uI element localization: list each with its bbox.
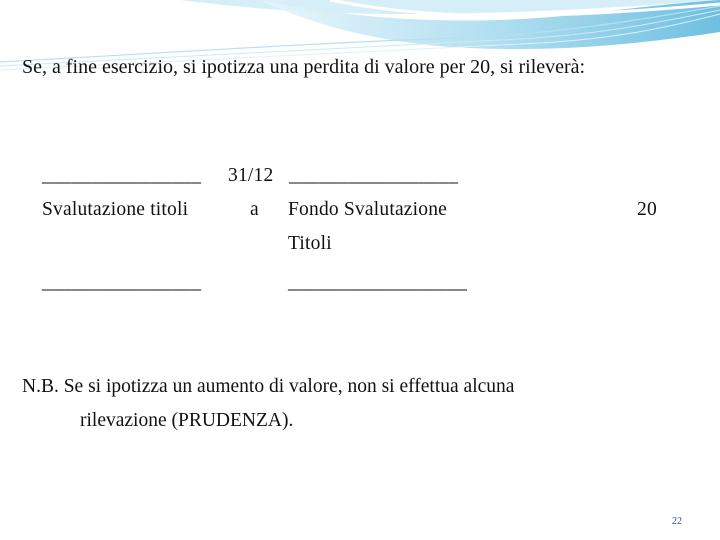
entry-footer-left-line: ________________ <box>42 272 202 293</box>
entry-header-left-line: ________________ <box>42 165 202 186</box>
note-line-1: N.B. Se si ipotizza un aumento di valore, non si effettua alcuna <box>22 376 515 397</box>
credit-account-line1: Fondo Svalutazione <box>288 199 448 220</box>
note-line-2: rilevazione (PRUDENZA). <box>80 410 294 431</box>
entry-date: 31/12 <box>228 165 274 186</box>
page-number: 22 <box>672 516 682 527</box>
intro-text: Se, a fine esercizio, si ipotizza una perdita di valore per 20, si rileverà: <box>22 56 586 78</box>
credit-account-line2: Titoli <box>288 233 332 254</box>
debit-account: Svalutazione titoli <box>42 199 189 220</box>
entry-footer-right-line: __________________ <box>288 272 468 293</box>
entry-connector: a <box>250 199 259 220</box>
entry-amount: 20 <box>637 199 657 220</box>
entry-header-right-line: _________________ <box>289 165 459 186</box>
note-block <box>22 370 514 438</box>
